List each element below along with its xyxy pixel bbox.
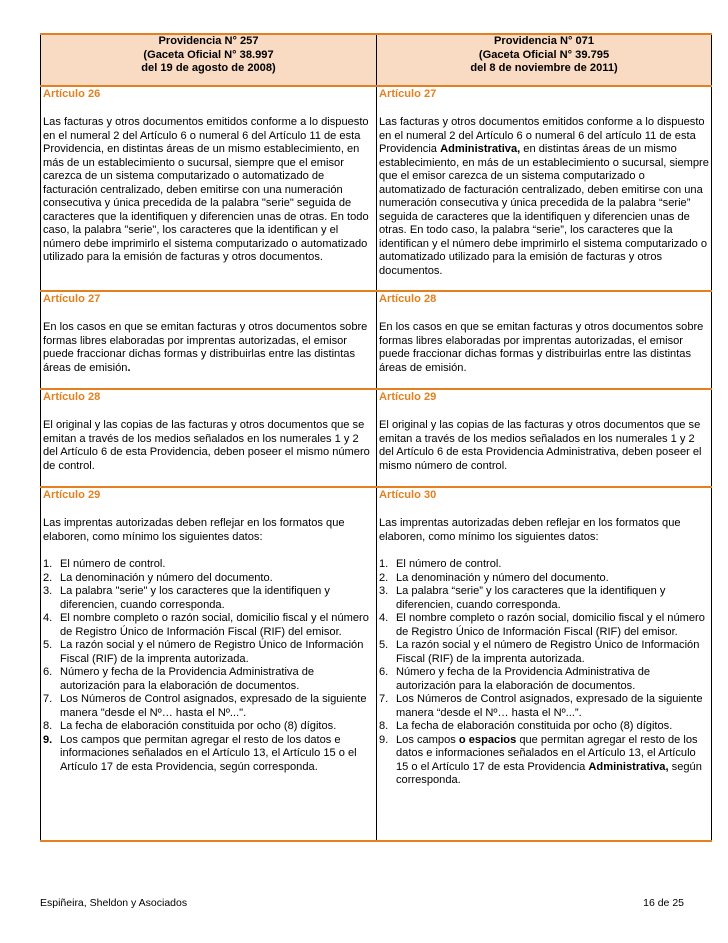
article-title: Artículo 29 (379, 391, 437, 403)
article-text: Las facturas y otros documentos emitidos conforme a lo dispuesto en el numeral 2 del Artículo 6 o numeral 6 del Artículo 11 de esta Providencia, en distintas áreas de un mismo establecimiento, en más de un establecimiento o sucursal, siempre que el emisor carezca de un sistema computarizado o automatizado de facturación centralizado, deben emitirse con una numeración consecutiva y única precedida de la palabra "serie" seguida de caracteres que la identifiquen y diferencien unas de otras. En todo caso, la palabra "serie", los caracteres que la identifican y el número debe imprimirlo el sistema computarizado o automatizado utilizado para la emisión de facturas y otros documentos. (43, 116, 369, 263)
article-text: El original y las copias de las facturas y otros documentos que se emitan a través de los medios señalados en los numerales 1 y 2 del Artículo 6 de esta Providencia, deben poseer el mismo número de control. (43, 419, 370, 472)
article-title: Artículo 27 (379, 88, 437, 100)
row1-right (377, 86, 712, 291)
table-row (41, 487, 712, 841)
list-item: 9. Los campos o espacios que permitan agregar el resto de los datos e informaciones señalados en el Artículo 13, el Artículo 15 o el Artículo 17 de esta Providencia Administrativa, según corresponda. (379, 733, 702, 786)
list-item: 8. La fecha de elaboración constituida por ocho (8) dígitos. (43, 720, 337, 732)
list-item: 1. El número de control. (379, 558, 502, 570)
requirements-list (43, 558, 374, 774)
footer-page-number: 16 de 25 (643, 897, 684, 909)
list-item: 9. Los campos que permitan agregar el resto de los datos e informaciones señalados en el Artículo 13, el Artículo 15 o el Artículo 17 de esta Providencia, según corresponda. (43, 733, 357, 773)
table-row (41, 389, 712, 487)
footer-company: Espiñeira, Sheldon y Asociados (40, 897, 188, 909)
list-item: 8. La fecha de elaboración constituida por ocho (8) dígitos. (379, 720, 673, 732)
article-title: Artículo 26 (43, 88, 101, 100)
table-header-row (41, 34, 712, 86)
header-left-line3: del 19 de agosto de 2008) (141, 62, 276, 74)
list-item: 5. La razón social y el número de Registro Único de Información Fiscal (RIF) de la imprenta autorizada. (43, 639, 364, 665)
article-title: Artículo 30 (379, 489, 437, 501)
header-right (377, 34, 712, 86)
list-item: 3. La palabra “serie” y los caracteres que la identifiquen y diferencien, cuando corresponda. (379, 585, 666, 611)
article-intro: Las imprentas autorizadas deben reflejar en los formatos que elaboren, como mínimo los siguientes datos: (379, 517, 681, 543)
list-item: 3. La palabra "serie" y los caracteres que la identifiquen y diferencien, cuando corresponda. (43, 585, 330, 611)
list-item: 5. La razón social y el número de Registro Único de Información Fiscal (RIF) de la imprenta autorizada. (379, 639, 700, 665)
header-left (41, 34, 377, 86)
row3-right (377, 389, 712, 487)
header-right-line3: del 8 de noviembre de 2011) (470, 62, 618, 74)
article-title: Artículo 28 (379, 293, 437, 305)
bold-emphasis: Administrativa, (440, 143, 521, 155)
header-right-line1: Providencia N° 071 (493, 35, 594, 47)
row4-left (41, 487, 377, 841)
article-text: En los casos en que se emitan facturas y otros documentos sobre formas libres elaboradas por imprentas autorizadas, el emisor puede fraccionar dichas formas y distribuirlas entre las distintas áreas de emisión. (43, 321, 368, 374)
list-item: 1. El número de control. (43, 558, 166, 570)
article-title: Artículo 28 (43, 391, 101, 403)
article-title: Artículo 29 (43, 489, 101, 501)
requirements-list (379, 558, 709, 788)
article-text: En los casos en que se emitan facturas y otros documentos sobre formas libres elaboradas por imprentas autorizadas, el emisor puede fraccionar dichas formas y distribuirlas entre las distintas áreas de emisión. (379, 321, 704, 374)
article-text: El original y las copias de las facturas y otros documentos que se emitan a través de los medios señalados en los numerales 1 y 2 del Artículo 6 de esta Providencia Administrativa, deben poseer el mismo número de control. (379, 419, 702, 472)
row4-right (377, 487, 712, 841)
article-intro: Las imprentas autorizadas deben reflejar en los formatos que elaboren, como mínimo los siguientes datos: (43, 517, 345, 543)
header-right-line2: (Gaceta Oficial N° 39.795 (478, 48, 610, 61)
article-text: Las facturas y otros documentos emitidos conforme a lo dispuesto en el numeral 2 del Artículo 6 o numeral 6 del artículo 11 de esta Providencia Administrativa, en distintas áreas de un mismo establecimiento, en más de un establecimiento o sucursal, siempre que el emisor carezca de un sistema computarizado o automatizado de facturación centralizado, deben emitirse con una numeración consecutiva y única precedida de la palabra “serie” seguida de caracteres que la identifiquen y diferencien unas de otras. En todo caso, la palabra “serie”, los caracteres que la identifican y el número debe imprimirlo el sistema computarizado o automatizado utilizado para la emisión de facturas y otros documentos. (379, 116, 709, 277)
list-item: 7. Los Números de Control asignados, expresado de la siguiente manera "desde el Nº… hasta el Nº...". (43, 693, 367, 719)
list-item: 4. El nombre completo o razón social, domicilio fiscal y el número de Registro Único de Información Fiscal (RIF) del emisor. (43, 612, 369, 638)
table-row (41, 291, 712, 389)
list-item: 7. Los Números de Control asignados, expresado de la siguiente manera “desde el Nº… hasta el Nº...”. (379, 693, 703, 719)
article-title: Artículo 27 (43, 293, 101, 305)
comparison-table (40, 33, 712, 842)
list-item: 6. Número y fecha de la Providencia Administrativa de autorización para la elaboración de documentos. (43, 666, 315, 692)
list-item: 2. La denominación y número del documento. (379, 571, 609, 584)
header-left-line1: Providencia N° 257 (158, 35, 259, 47)
list-item: 4. El nombre completo o razón social, domicilio fiscal y el número de Registro Único de Información Fiscal (RIF) del emisor. (379, 612, 705, 638)
row2-left (41, 291, 377, 389)
list-item: 2. La denominación y número del documento. (43, 571, 273, 584)
row2-right (377, 291, 712, 389)
row3-left (41, 389, 377, 487)
list-item: 6. Número y fecha de la Providencia Administrativa de autorización para la elaboración de documentos. (379, 666, 651, 692)
table-row (41, 86, 712, 291)
header-left-line2: (Gaceta Oficial N° 38.997 (143, 48, 274, 61)
row1-left (41, 86, 377, 291)
